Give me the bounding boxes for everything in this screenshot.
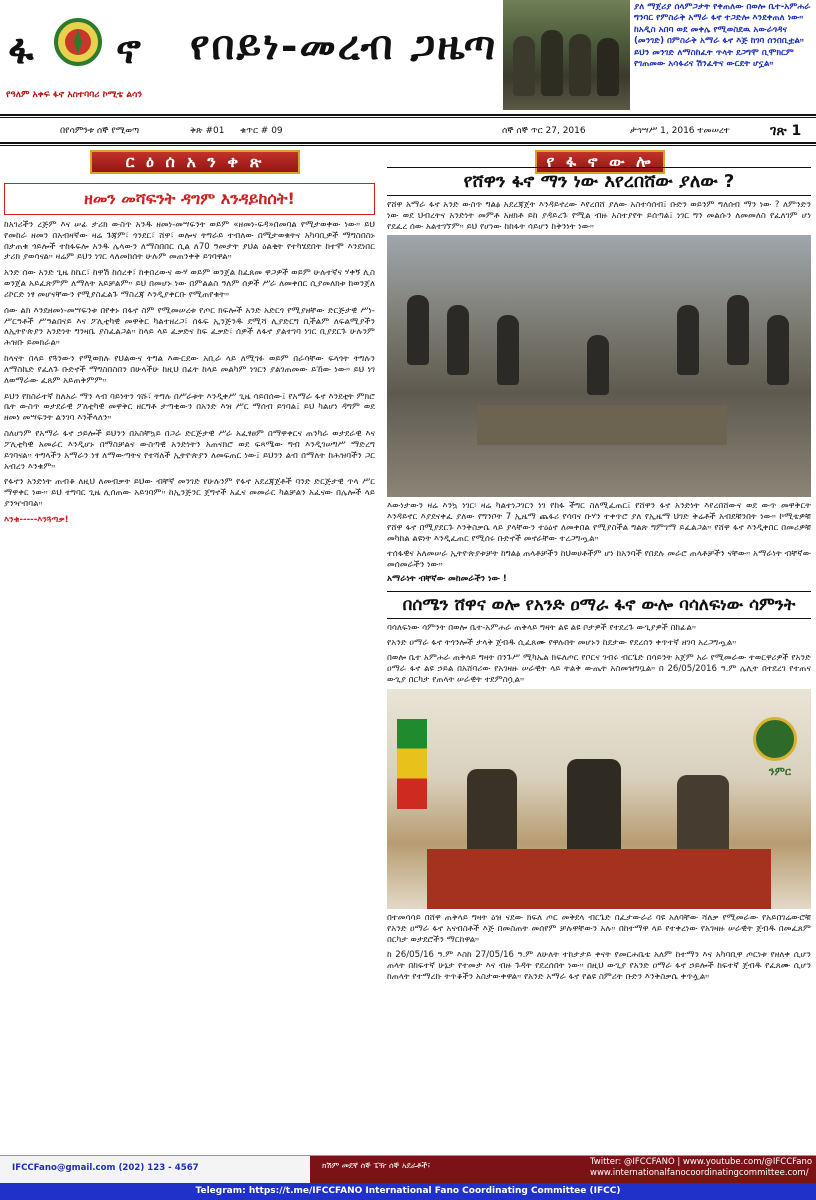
emblem-caption: ንምር [768, 765, 791, 779]
footer-labels: ክሽም መደኛ ሰኞ ፔዥ ሰኞ አደራቶች፣ [322, 1161, 431, 1170]
date-ethiopian: ሰኞ ሰኞ ጥር 27, 2016 [502, 126, 586, 136]
header-photo [503, 0, 630, 110]
article1-closing: አማራነት ብቸኛው መከመራችን ነው ! [387, 574, 507, 585]
date-gregorian: ታኅሣሥ 1, 2016 ተመሠረተ [630, 126, 730, 136]
newspaper-title: የበይነ-መረብ ጋዜጣ [190, 22, 498, 69]
logo-letter-no: ኖ [116, 26, 141, 73]
twitter-youtube-link[interactable]: Twitter: @IFCCFANO | www.youtube.com/@IFCCFano [590, 1157, 813, 1167]
flag-icon [397, 719, 427, 809]
logo-letter-fa: ፋ [8, 26, 34, 73]
tagline: የዓለም አቀፍ ፋኖ አስተባባሪ ኮሚቴ ልሳን [6, 90, 143, 100]
article1-headline: የሸዋን ፋኖ ማን ነው እየረበሸው ያለው ? [387, 167, 811, 196]
header-divider [0, 114, 816, 118]
contact-info: IFCCFano@gmail.com (202) 123 - 4567 [12, 1163, 199, 1173]
masthead-header [0, 0, 816, 112]
editorial-headline: ዘመን መሻፍንት ዳግም እንዳይከሰት! [4, 183, 375, 215]
article1-intro: የሸዋ አማራ ፋኖ አንድ ውስጥ ግልፅ አደረጃጀት እንዳይኖረው እየረበሸ ያለው አስተሳሰብ፤ ቡድን ወይንም ግለሰብ ማን ነው ? ለምንድን ነው ወደ ህብረትና አንድነት መምቶ አዘክቶ ይከ ያዳይረጉ የሚል ብዙ አስተያየት ይሰጣል፤ ነገር ግን መልሱን ለመመለስ የፈለገም ሆነ የደፈረ ሰው አልተገኘም። ይህ የሆነው ከከፋት ሳይሆን ከቅንነት ነው። [387, 200, 811, 232]
table [427, 849, 771, 909]
article2-intro: የአንድ ዐማራ ፋኖ ትጎንሎች ታላቅ ጀብዱ ሲፈጸሙ የዋሉበት መሆኑን ከደታው የደረሰን ቀጥተኛ ዘገባ አረጋግጧል። [387, 638, 737, 649]
editorial-paragraph: ስለሆነም የአማራ ፋኖ ኃይሎች ይህንን በአስቸኳይ በጋራ ድርጅታዊ ሥራ አፈፃፀም በማዋቀርና ጠንካራ ወታደራዊ እና ፖሊቲካዊ አመራር እንዲሆኑ በማስቻልና ውስጣዊ አንድነትን አጠናክሮ ወደ ፍጻሜው ግብ እንዲገሠግሥ ማድረግ ይገባናል። ትግላችን አማራን ነፃ ለማውጣትና የተሻለች ኢትዮጵያን ለመፍጠር ነው፤ ይህንን ልብ በማለት ከሕዝባችን ጋር አብረን እንቁም። [4, 429, 375, 472]
front-teaser: ያለ ማጀሪያ ሰላምጋታት የቀጠለው በወሎ ቤተ-አምሐራ ግንባር የምስራቅ አማራ ፋኖ ተጋድሎ እንደቀጠለ ነው። ከአዲስ አበባ ወደ መቀሌ የሚወስደዉ አውራጎዳና (መንገድ) በምስራቅ አማራ ፋኖ እጅ ከገባ ሰንበቢቷል። ይህን መንገድ ለማስከፈት ጥላት ደጋግሞ ቢሞክርም የገጠመው አሳፋሪና ሽንፈትና ውርደት ሆኗል። [634, 2, 811, 70]
editorial-paragraph: የፋኖን አንድነት ጠብቆ ለዚህ ለመብቃት ይህው ብቸኛ መንገድ የሁሉንም የፋኖ አደረጃጀቶች ባንድ ድርጅታዊ ጥላ ሥር ማዋቀር ነው። ይህ ተግባር ጊዜ ሊሰጠው አይገባም። ከኢንጅንር ጀግኖች አፈና መመራር ካልቻልን አፈናው በሌሎች ላይ ያንዣብባል። [4, 477, 375, 510]
article2-body: በተመሳሳይ በሸዋ ጠቅላይ ግዛት ዕዝ ናደው ክፍለ ጦር መቅደላ ብርጌድ በፈታውራሪ ባዩ አለባቸው ሻለቃ የሚመራው የአይበገሬውሮቹ የአንድ ዐማራ ፋኖ አናብስቶች እጅ በመስጠት መሰየም ቻሉዋቸውን አሉ። በከተማዋ ላይ የተቀረነው የአገዛዙ ሠራዊት ጀብዱ በመፈጸም በርካታ ወታደሮችን ማርከዋል። [387, 913, 811, 946]
social-links [590, 1157, 812, 1179]
issue-info-bar [0, 122, 816, 142]
meeting-photo [387, 235, 811, 497]
telegram-link[interactable]: Telegram: https://t.me/IFCCFANO International Fano Coordinating Committee (IFCC) [0, 1183, 816, 1200]
article2-body: በወሎ ቤተ አምሐራ ጠቅላይ ግዛት በንጉሥ ሚካኤል ክፍለጦር የቦርና ገብሩ ብርጌድ በሳይንት አጀም አራ የሚመራው ተወርዋሪዎች የአንድ ዐማራ ፋኖ ልዩ ኃይል በአሸባሪው የአገዛዙ ሠራዊት ላይ ትልቅ ውጤት አስመዝግቧል። በ 26/05/2016 ዓ.ም ሌሊት በተደረገ የተጠና ውጊያ በርካታ የጠላት ሠራዊት ተደምስሷል። [387, 652, 811, 685]
fano-report-column [387, 167, 811, 982]
page-footer [0, 1155, 816, 1200]
info-divider [0, 142, 816, 146]
article2-lead: ባሳለፍነው ሳምንት በወሎ ቤተ-አምሐራ ጠቅላይ ግዛት ልዩ ልዩ ቦታዎች የተደረጉ ውጊያዎች በከፊል። [387, 623, 696, 634]
ifcc-logo [8, 8, 168, 88]
volume: ቅጽ #01 [190, 126, 225, 136]
page-number: ገጽ 1 [770, 123, 802, 139]
editorial-paragraph: አንድ ሰው አንድ ጊዜ ከኬር፣ ከዋሽ ከሰረቀ፣ ከቀበረውና ውሃ ወይም ወንጀል ከፈጸመ ዋጋዎች ወይም ሁሉተኛና ሃቀኝ ሊስ ወንጀል አይፈጽምም ለማለት አይቻልም። ይህ በመሆኑ ነው በምልልስ ዓለም ሰዎች ሥራ ለመቀበር ሲያመለክቱ ከወንጀለ ሪኮርድ ነፃ መሆናቸውን የሚያስፈልጉ ማስረጃ እንዲያቀርቡ የሚጠየቁት። [4, 268, 375, 300]
editorial-paragraph: ከላናት በላይ የጓንውን የሚወክሉ የህልውና ትግል እውርደው አቢራ ላይ ለሚገፉ ወይም በራሳቸው ፍላጎት ትግሉን ለማስኬድ የፈለጉ ቡድኖች ማግስበስበን በሁላችሁ ከዚህ በፊት ከላይ መልካም ነገርን ያልገጠመው ይኸው ነው። ይህ ነገ ለወማራው ፈጸም አይጠቅምም። [4, 354, 375, 386]
article2-body: ከ 26/05/16 ዓ.ም እስከ 27/05/16 ዓ.ም ለሁለት ተከታታይ ቀናት የመርሐቤቴ አለም ከተማን እና አካባቢዋ ጦርነቱ የዘለቀ ሲሆን ጠላት በከፍተኛ ሁኔታ የተመታ እና ብዙ ጉዳት የደረሰበት ነው። በዚህ ውጊያ የአንድ ዐማራ ፋኖ ኃይሎች ከፍተኛ ጀብዱ የፈጸሙ ሲሆን ከጠላት የተማረኩ ትጥቆችን አስታውቀዋል። የአንድ አማራ ፋኖ የልዩ ስምሪት ቡድን እንቅስቃሴ ቀጥሏል። [387, 949, 811, 982]
emblem-icon [46, 14, 110, 70]
website-link[interactable]: www.internationalfanocoordinatingcommittee.com/ [590, 1168, 809, 1179]
editorial-paragraph: ሰው ልክ እንደዘመነ-መሣፍንቱ በየቀኑ በፋኖ ስም የሚመሠረቱ የጦር ክፍሎች አንድ አድርጎ የሚያዘቸው ድርጅታዊ ሥነ-ሥርዓቶች ሥዓልበናይ እና ፖሊቲካዊ መዋቅር ካልተዘረጋ፣ ሰፋፍ ኢንጅንዱ ደሚሻ ሊያድርግ ቢችልም ለፍልሚያችን ለኢትዮጵያን አንድነት ግንዛቤ ያስፈልጋል። ከላይ ላይ ፈቃድና ከፍ ፈቃድ፣ ሰዎች ለፋኖ ያልተገባ ነገር ቢያደርጉ ሁሉንም ሕዝቡ ይመክራል። [4, 305, 375, 349]
editorial-paragraph: ከአገሪችን ረጅም እና ሠፊ ታሪክ ውስጥ አንዱ ዘመነ-መሣፍንት ወይም «ዘመነ-ፍዳ»በመባል የሚታወቀው ነው። ይህ የመከራ ዘመን በአብዛኛው ዛሬ ጉጃም፣ ጎንደር፣ ሸዋ፣ ወሎና ትግራይ ተብለው በሚታወቁትና አካባቢዎች ማግስበስኑ በታጠቁ ጎይሎች ተከፋፍሎ አንዱ ሌላውን ለማስበበር ሲል ለ70 ዓመታት ያህል ዕልቂት የተካሄደበት ከተሞ እንደነበር ታሪክ ያወሳናል። ዛሬም ይህን ነገር ላለመከሰት ሁሉም መጠንቀቅ ይገባዋል። [4, 220, 375, 263]
editorial-closing: እንቁ-----እንጓጣቃ! [4, 514, 69, 525]
editorial-banner: ር ዕ ሰ አ ን ቀ ጽ [90, 150, 300, 174]
editorial-paragraph: ይህን የክስራተኛ ከለአራ ማን ላብ ባይነትን ጎሹ፣ ትግሉ በሥራቱት እንዲቀሥ ጊዜ ሳይበሰው፤ የአማራ ፋኖ እንደቲት ምክሮ ቤት ውስጥ ወታደራዊ ፖለቲካዊ መዋቅር ዘርግቶ ታጣቂውን በአንድ እዝ ሥር ማሰብ ይገባል፤ ይህ ካልሆነ ዳግም ወደ ዘመነ መሣፍንት ልንገባ እንችላለን። [4, 391, 375, 424]
issue-number: ቁጥር # 09 [240, 126, 283, 136]
article1-tail: ተሰፋዊና አለመሠራ ኢትዮጵያቱቻት ከግልፅ ጠላቶቻችን ከህወሀቶችም ሆነ ከአንባች የበደሉ መራሮ ጠላቶቻችን ናቸው። አማራነት ብቸኛው መሰመራችን ነው። [387, 548, 811, 570]
press-conference-photo [387, 689, 811, 909]
article2-headline: በሰሜን ሸዋና ወሎ የአንድ ዐማራ ፋኖ ውሎ ባሳለፍነው ሳምንት [387, 591, 811, 619]
article1-body: እውነታውን ዛሬ እንኳ ነገር፡ ዛሬ ካልተነጋገርን ነገ የከፋ ችግር ስለሚፈጠር፤ የሸዋን ፋኖ አንድነት እየረበሸውና ወደ ውጥ መዋቅርት እንዳይኖር እያደናቀፈ ያለው የግንቦት 7 ኢዜማ ጨፋሪ የሳባና ቡሃን ተቀጥሮ ያለ የኢዜማ ህገድ ቅሬቶች አብደቹንበት ነው። ኮሚቴዎቹ የሸዋ ፋኖ በሚያደርጉ እንቅስቃሴ ላይ ያላቸውን ተዕዕኖ ለመቀበል የሚያስችል ግልጽ ግምገማ ይፈልጋል። የሸዋ ፋኖ እንዲቀበር በመሪዎቹ መካከል ልዩነት እንዲፈጠር የሚሰሩ ቡድኖች መኖራቸው ተረጋግጧል። [387, 501, 811, 544]
nimr-emblem-icon [753, 717, 797, 761]
fano-report-banner: የ ፋ ኖ ው ሎ [535, 150, 665, 174]
editorial-column [4, 183, 375, 526]
publisher-note: በየሳምንቱ ሰኞ የሚወጣ [60, 126, 140, 136]
